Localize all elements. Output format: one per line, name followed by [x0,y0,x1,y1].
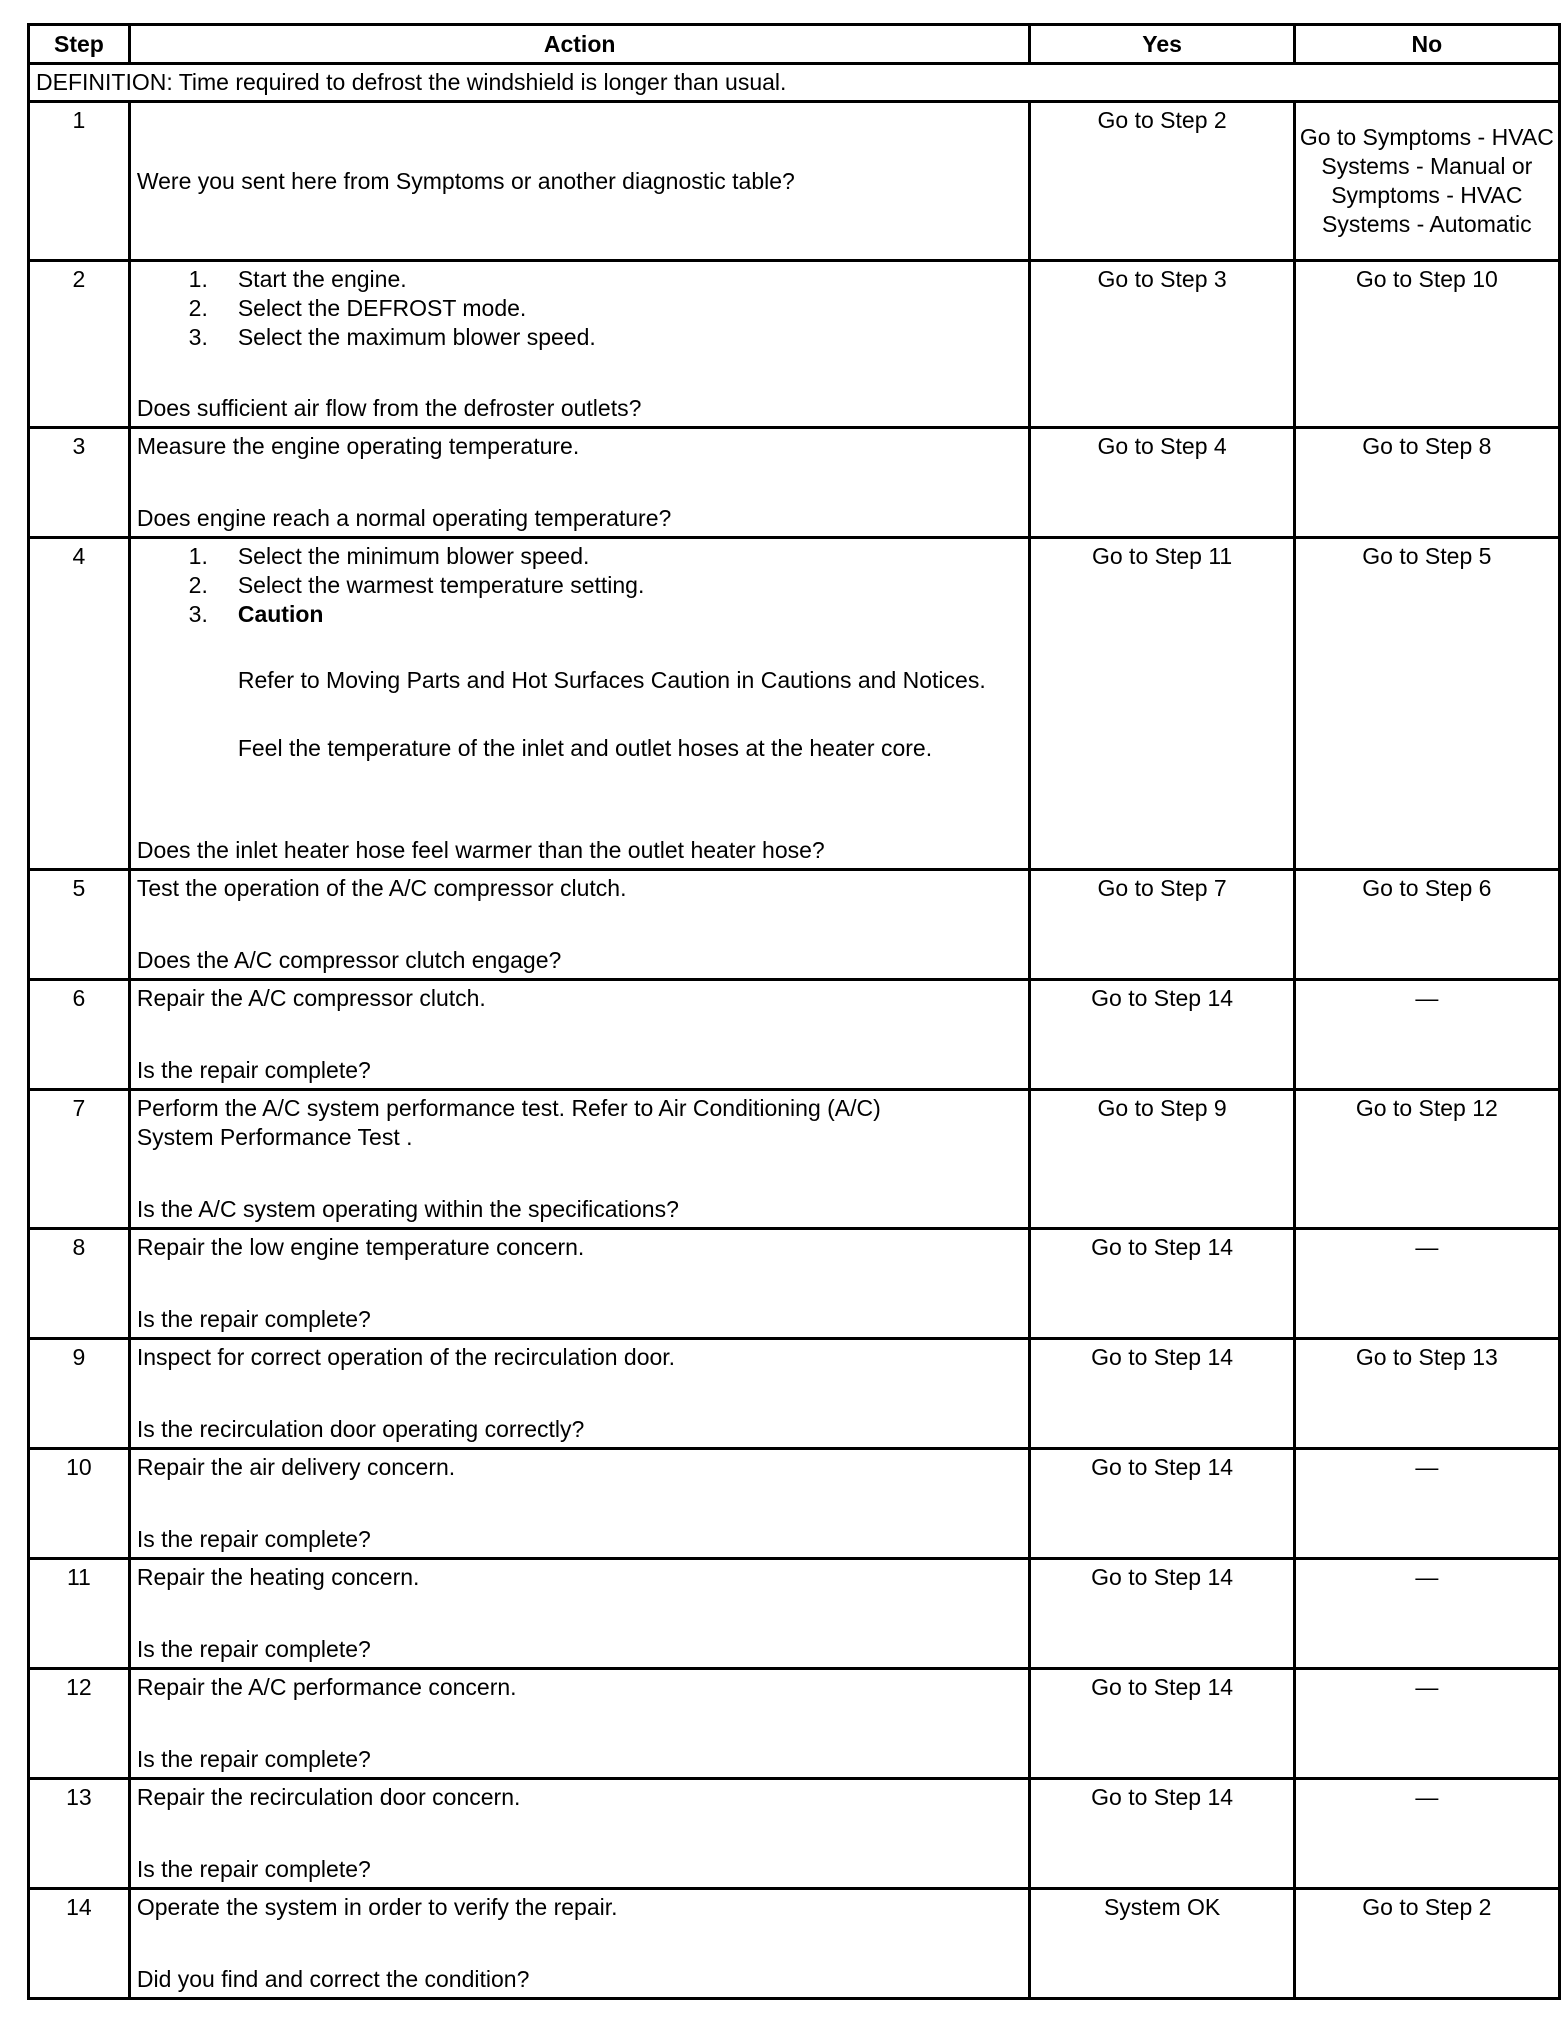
action-question: Is the repair complete? [136,1057,371,1083]
list-text: Select the warmest temperature setting. [237,572,645,598]
action-cell [129,1229,1030,1339]
list-number: 1. [188,266,208,292]
list-item [137,294,1023,323]
list-text: Select the DEFROST mode. [237,295,527,321]
action-text: Operate the system in order to verify the repair. [136,1894,618,1920]
action-cell [129,870,1030,980]
action-list [137,542,1023,629]
step-number: 13 [29,1779,130,1889]
header-no: No [1294,25,1559,64]
action-text: Repair the recirculation door concern. [136,1784,521,1810]
header-action: Action [129,25,1030,64]
step-number: 4 [29,538,130,870]
no-cell: Go to Step 6 [1294,870,1559,980]
no-cell: Go to Step 12 [1294,1090,1559,1229]
action-cell [129,980,1030,1090]
action-cell [129,1779,1030,1889]
table-row [29,261,1560,428]
action-question: Is the A/C system operating within the specifications? [136,1196,679,1222]
step-number: 12 [29,1669,130,1779]
no-cell: Go to Step 10 [1294,261,1559,428]
no-cell: Go to Symptoms - HVAC Systems - Manual or Symptoms - HVAC Systems - Automatic [1294,102,1559,261]
list-number: 2. [188,295,208,321]
caution-text: Refer to Moving Parts and Hot Surfaces Caution in Cautions and Notices. [237,667,986,693]
step-number: 5 [29,870,130,980]
no-cell: Go to Step 8 [1294,428,1559,538]
action-cell [129,1339,1030,1449]
yes-cell: Go to Step 3 [1030,261,1294,428]
no-cell: — [1294,1779,1559,1889]
action-text: Repair the low engine temperature concern. [136,1234,585,1260]
list-number: 3. [188,324,208,350]
table-row [29,1090,1560,1229]
step-number: 3 [29,428,130,538]
step-number: 11 [29,1559,130,1669]
action-question: Does engine reach a normal operating temperature? [136,505,672,531]
action-cell [129,428,1030,538]
table-row [29,428,1560,538]
diagnostic-table [27,23,1561,2000]
yes-cell: Go to Step 7 [1030,870,1294,980]
no-cell: — [1294,1669,1559,1779]
action-question: Is the repair complete? [136,1526,371,1552]
action-cell [129,538,1030,870]
list-text: Select the maximum blower speed. [237,324,596,350]
no-cell: — [1294,1559,1559,1669]
table-row [29,538,1560,870]
action-question: Is the repair complete? [136,1856,371,1882]
table-row [29,1559,1560,1669]
yes-cell: Go to Step 11 [1030,538,1294,870]
table-row [29,980,1560,1090]
table-row [29,1669,1560,1779]
action-question: Did you find and correct the condition? [136,1966,530,1992]
header-yes: Yes [1030,25,1294,64]
yes-cell: Go to Step 9 [1030,1090,1294,1229]
table-row [29,102,1560,261]
step-number: 10 [29,1449,130,1559]
table-row [29,1449,1560,1559]
list-item [137,542,1023,571]
action-question: Does the inlet heater hose feel warmer than the outlet heater hose? [136,837,825,863]
step-number: 1 [29,102,130,261]
list-number: 2. [188,572,208,598]
list-item [137,600,1023,629]
step-number: 14 [29,1889,130,1999]
definition-text: DEFINITION: Time required to defrost the windshield is longer than usual. [29,64,1560,102]
action-question: Is the repair complete? [136,1746,371,1772]
yes-cell: Go to Step 14 [1030,980,1294,1090]
table-row [29,1889,1560,1999]
step-number: 2 [29,261,130,428]
no-cell: Go to Step 5 [1294,538,1559,870]
list-item [137,323,1023,352]
table-row [29,1229,1560,1339]
action-cell [129,1669,1030,1779]
list-text: Select the minimum blower speed. [237,543,590,569]
list-number: 1. [188,543,208,569]
action-text: Perform the A/C system performance test. Refer to Air Conditioning (A/C) System Performance Test . [136,1095,881,1150]
list-item [137,265,1023,294]
action-text: Repair the A/C compressor clutch. [136,985,486,1011]
no-cell: — [1294,980,1559,1090]
action-cell [129,1449,1030,1559]
yes-cell: Go to Step 14 [1030,1779,1294,1889]
yes-cell: Go to Step 14 [1030,1559,1294,1669]
yes-cell: Go to Step 14 [1030,1449,1294,1559]
yes-cell: Go to Step 14 [1030,1339,1294,1449]
yes-cell: Go to Step 14 [1030,1229,1294,1339]
header-row [29,25,1560,64]
action-list [137,265,1023,352]
action-cell [129,102,1030,261]
header-step: Step [29,25,130,64]
table-row [29,1779,1560,1889]
action-question: Were you sent here from Symptoms or another diagnostic table? [136,167,795,194]
no-cell: — [1294,1449,1559,1559]
table-row [29,870,1560,980]
step-number: 7 [29,1090,130,1229]
action-question: Does the A/C compressor clutch engage? [136,947,562,973]
action-text: Measure the engine operating temperature. [136,433,580,459]
action-text: Repair the A/C performance concern. [136,1674,517,1700]
yes-cell: Go to Step 4 [1030,428,1294,538]
feel-instruction: Feel the temperature of the inlet and outlet hoses at the heater core. [237,735,933,761]
action-text: Repair the air delivery concern. [136,1454,456,1480]
caution-heading: Caution [237,601,324,627]
action-question: Does sufficient air flow from the defroster outlets? [136,395,642,421]
action-cell [129,1559,1030,1669]
definition-row [29,64,1560,102]
yes-cell: System OK [1030,1889,1294,1999]
action-cell [129,1889,1030,1999]
action-question: Is the repair complete? [136,1306,371,1332]
action-text: Repair the heating concern. [136,1564,420,1590]
list-text: Start the engine. [237,266,407,292]
action-text: Test the operation of the A/C compressor clutch. [136,875,627,901]
step-number: 9 [29,1339,130,1449]
yes-cell: Go to Step 2 [1030,102,1294,261]
no-cell: Go to Step 2 [1294,1889,1559,1999]
no-cell: — [1294,1229,1559,1339]
step-number: 6 [29,980,130,1090]
action-question: Is the repair complete? [136,1636,371,1662]
list-number: 3. [188,601,208,627]
table-row [29,1339,1560,1449]
yes-cell: Go to Step 14 [1030,1669,1294,1779]
action-cell [129,261,1030,428]
action-text: Inspect for correct operation of the recirculation door. [136,1344,676,1370]
step-number: 8 [29,1229,130,1339]
action-question: Is the recirculation door operating correctly? [136,1416,585,1442]
list-item [137,571,1023,600]
no-cell: Go to Step 13 [1294,1339,1559,1449]
action-cell [129,1090,1030,1229]
